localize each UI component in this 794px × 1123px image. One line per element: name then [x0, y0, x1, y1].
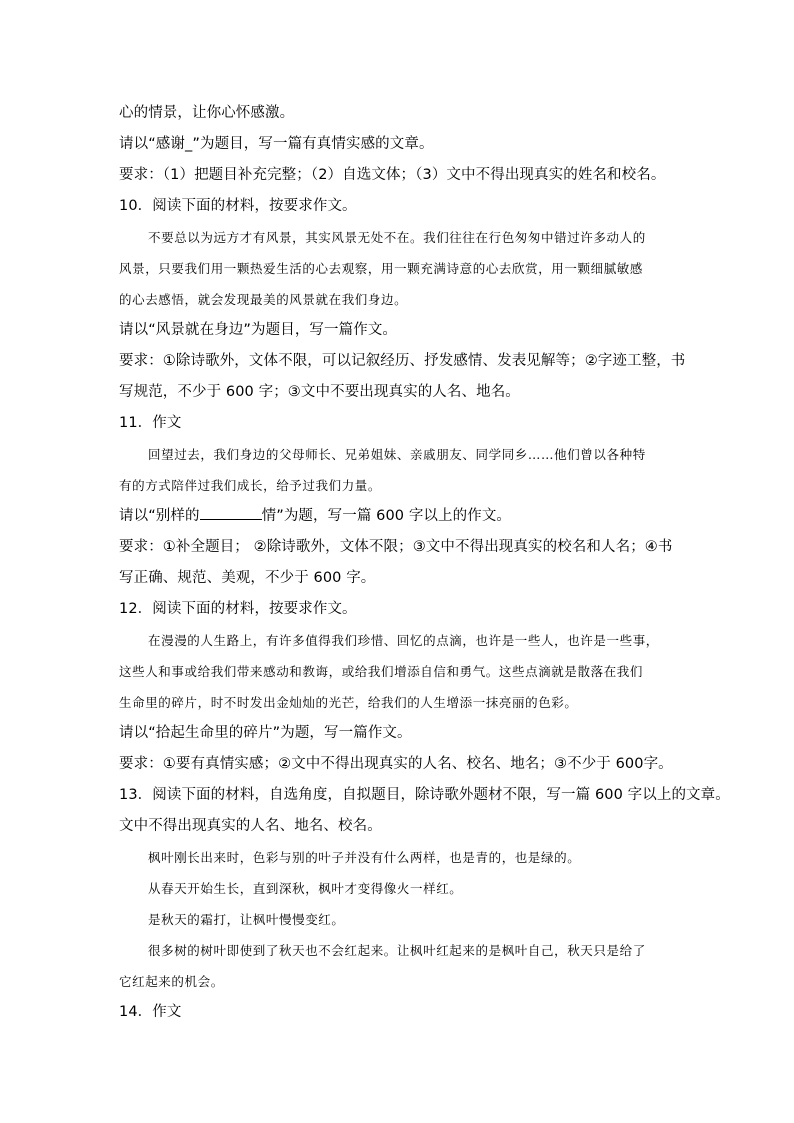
material-line: 风景，只要我们用一颗热爱生活的心去观察，用一颗充满诗意的心去欣赏，用一颗细腻敏感 [119, 261, 644, 276]
material-line: 生命里的碎片，时不时发出金灿灿的光芒，给我们的人生增添一抹亮丽的色彩。 [119, 695, 578, 710]
requirement-line: 要求：①补全题目； ②除诗歌外，文体不限；③文中不得出现真实的校名和人名；④书 [119, 539, 673, 555]
requirement-line: 文中不得出现真实的人名、地名、校名。 [119, 818, 382, 834]
material-line: 回望过去，我们身边的父母师长、兄弟姐妹、亲戚朋友、同学同乡……他们曾以各种特 [148, 447, 646, 462]
material-line: 不要总以为远方才有风景，其实风景无处不在。我们往往在行色匆匆中错过许多动人的 [148, 230, 646, 245]
material-line: 很多树的树叶即使到了秋天也不会红起来。让枫叶红起来的是枫叶自己，秋天只是给了 [148, 943, 646, 958]
material-line: 从春天开始生长，直到深秋，枫叶才变得像火一样红。 [148, 881, 463, 896]
prompt-text-before-blank: 请以“别样的 [119, 508, 200, 524]
prompt-line [119, 501, 684, 532]
requirement-line: 写规范，不少于 600 字；③文中不要出现真实的人名、地名。 [119, 384, 520, 400]
prompt-line: 请以“风景就在身边”为题目，写一篇作文。 [119, 322, 398, 338]
title-blank [200, 505, 262, 520]
document-body [119, 98, 730, 1028]
prompt-line: 请以“感谢_”为题目，写一篇有真情实感的文章。 [119, 136, 434, 152]
material-line: 枫叶刚长出来时，色彩与别的叶子并没有什么两样，也是青的，也是绿的。 [148, 850, 581, 865]
requirement-line: 要求：①除诗歌外，文体不限，可以记叙经历、抒发感情、发表见解等；②字迹工整，书 [119, 353, 686, 369]
material-line: 它红起来的机会。 [119, 974, 224, 989]
prompt-line: 请以“拾起生命里的碎片”为题，写一篇作文。 [119, 725, 412, 741]
question-heading-11: 11．作文 [119, 415, 182, 431]
question-heading-10: 10．阅读下面的材料，按要求作文。 [119, 198, 357, 214]
question-heading-12: 12．阅读下面的材料，按要求作文。 [119, 601, 357, 617]
requirement-line: 要求：①要有真情实感；②文中不得出现真实的人名、校名、地名；③不少于 600字。 [119, 756, 673, 772]
requirement-line: 写正确、规范、美观，不少于 600 字。 [119, 570, 376, 586]
text-line: 心的情景，让你心怀感激。 [119, 105, 295, 121]
material-line: 的心去感悟，就会发现最美的风景就在我们身边。 [119, 292, 408, 307]
material-line: 有的方式陪伴过我们成长，给予过我们力量。 [119, 478, 382, 493]
material-line: 在漫漫的人生路上，有许多值得我们珍惜、回忆的点滴，也许是一些人，也许是一些事， [148, 633, 659, 648]
material-line: 这些人和事或给我们带来感动和教诲，或给我们增添自信和勇气。这些点滴就是散落在我们 [119, 664, 644, 679]
question-heading-13: 13．阅读下面的材料，自选角度，自拟题目，除诗歌外题材不限，写一篇 600 字以上的文章。 [119, 787, 730, 803]
requirement-line: 要求：（1）把题目补充完整；（2）自选文体；（3）文中不得出现真实的姓名和校名。 [119, 167, 666, 183]
question-heading-14: 14．作文 [119, 1004, 182, 1020]
prompt-text-after-blank: 情”为题，写一篇 600 字以上的作文。 [261, 508, 512, 524]
material-line: 是秋天的霜打，让枫叶慢慢变红。 [148, 912, 345, 927]
